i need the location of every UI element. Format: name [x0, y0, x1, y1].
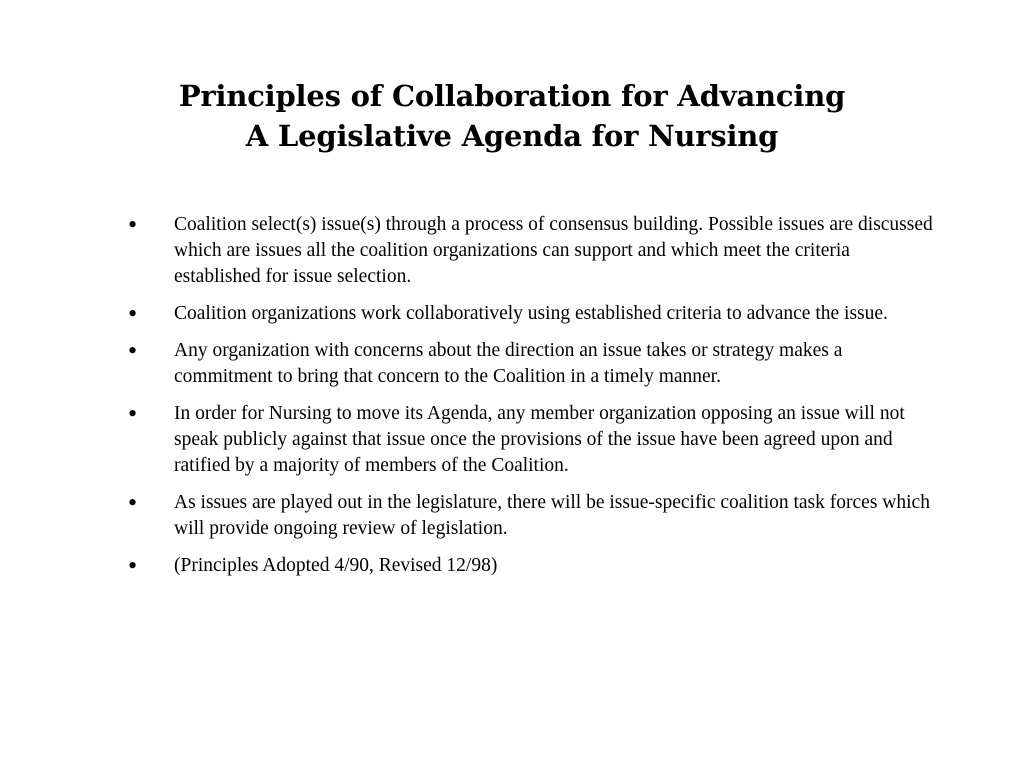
- slide-title-line-1: Principles of Collaboration for Advancing: [178, 79, 846, 113]
- bullet-text: Coalition organizations work collaboratively using established criteria to advance the issue.: [174, 303, 888, 324]
- bullet-text: Any organization with concerns about the direction an issue takes or strategy makes a commitment to bring that concern to the Coalition in a timely manner.: [174, 340, 843, 387]
- bullet-item: [0, 212, 1024, 290]
- slide-title: [60, 76, 964, 156]
- slide-title-line-2: A Legislative Agenda for Nursing: [245, 119, 779, 153]
- bullet-icon: •: [128, 488, 138, 517]
- bullet-text: (Principles Adopted 4/90, Revised 12/98): [174, 555, 498, 576]
- bullet-text: As issues are played out in the legislature, there will be issue-specific coalition task forces which will provide ongoing review of legislation.: [174, 492, 930, 539]
- bullet-item: [0, 338, 1024, 390]
- bullet-icon: •: [128, 551, 138, 580]
- bullet-item: [0, 490, 1024, 542]
- bullet-item: [0, 301, 1024, 327]
- bullet-item: [0, 401, 1024, 479]
- bullet-list: [0, 212, 1024, 590]
- bullet-text: Coalition select(s) issue(s) through a process of consensus building. Possible issues are discussed which are issues all the coalition organizations can support and which meet the criteria established for issue selection.: [174, 214, 933, 287]
- bullet-icon: •: [128, 399, 138, 428]
- bullet-icon: •: [128, 210, 138, 239]
- bullet-text: In order for Nursing to move its Agenda, any member organization opposing an issue will not speak publicly against that issue once the provisions of the issue have been agreed upon and ratified by a majority of members of the Coalition.: [174, 403, 905, 476]
- bullet-icon: •: [128, 299, 138, 328]
- bullet-icon: •: [128, 336, 138, 365]
- bullet-item: [0, 553, 1024, 579]
